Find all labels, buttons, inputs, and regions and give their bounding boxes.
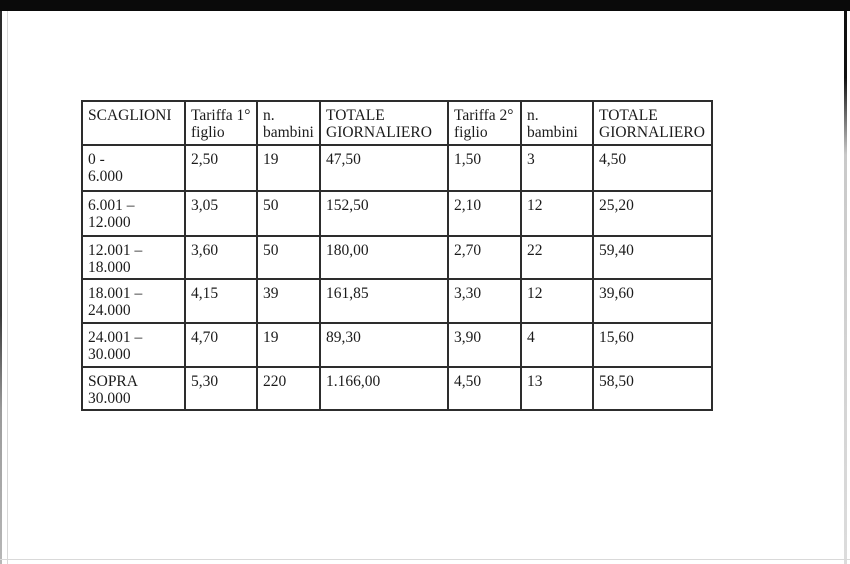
header-totale-giornaliero-1 (320, 101, 448, 145)
header-line: TOTALE (599, 107, 658, 124)
header-n-bambini-1 (257, 101, 320, 145)
table-row (82, 145, 712, 191)
cell-line: 24.001 – (88, 329, 143, 346)
cell-totale1: 152,50 (320, 191, 448, 236)
table-row (82, 323, 712, 367)
header-line: SCAGLIONI (88, 107, 172, 124)
cell-scaglione (82, 145, 185, 191)
page-bottom-divider (0, 559, 850, 560)
header-tariffa-1 (185, 101, 257, 145)
cell-line: 30.000 (88, 390, 131, 407)
cell-tariffa1: 4,15 (185, 279, 257, 323)
cell-totale2: 25,20 (593, 191, 712, 236)
cell-tariffa1: 4,70 (185, 323, 257, 367)
cell-tariffa2: 3,90 (448, 323, 521, 367)
cell-tariffa1: 3,05 (185, 191, 257, 236)
header-line: figlio (191, 124, 225, 141)
header-row (82, 101, 712, 145)
cell-totale1: 47,50 (320, 145, 448, 191)
cell-bambini2: 13 (521, 367, 593, 410)
cell-line: 30.000 (88, 346, 131, 363)
cell-scaglione (82, 191, 185, 236)
cell-scaglione (82, 236, 185, 279)
header-n-bambini-2 (521, 101, 593, 145)
cell-tariffa1: 2,50 (185, 145, 257, 191)
cell-tariffa1: 3,60 (185, 236, 257, 279)
header-line: GIORNALIERO (326, 124, 432, 141)
header-line: GIORNALIERO (599, 124, 705, 141)
table-row (82, 367, 712, 410)
cell-totale1: 161,85 (320, 279, 448, 323)
cell-totale2: 39,60 (593, 279, 712, 323)
header-line: n. (263, 107, 275, 124)
cell-totale1: 180,00 (320, 236, 448, 279)
cell-tariffa2: 4,50 (448, 367, 521, 410)
cell-bambini2: 22 (521, 236, 593, 279)
cell-totale1: 1.166,00 (320, 367, 448, 410)
page-left-fold-line (7, 11, 8, 564)
page-left-edge (0, 11, 2, 564)
header-line: figlio (454, 124, 488, 141)
cell-tariffa2: 2,70 (448, 236, 521, 279)
cell-totale2: 59,40 (593, 236, 712, 279)
table-row (82, 236, 712, 279)
cell-tariffa2: 3,30 (448, 279, 521, 323)
cell-scaglione (82, 367, 185, 410)
cell-bambini1: 50 (257, 191, 320, 236)
cell-bambini1: 220 (257, 367, 320, 410)
cell-line: 12.000 (88, 214, 131, 231)
header-totale-giornaliero-2 (593, 101, 712, 145)
cell-tariffa2: 2,10 (448, 191, 521, 236)
tariff-table (81, 100, 713, 411)
cell-line: 18.000 (88, 259, 131, 276)
cell-line: 6.001 – (88, 197, 135, 214)
cell-line: 24.000 (88, 302, 131, 319)
header-line: bambini (263, 124, 314, 141)
cell-line: 0 - (88, 151, 105, 168)
letterbox-top-bar (0, 0, 850, 11)
cell-totale1: 89,30 (320, 323, 448, 367)
cell-bambini1: 19 (257, 145, 320, 191)
cell-tariffa2: 1,50 (448, 145, 521, 191)
cell-totale2: 15,60 (593, 323, 712, 367)
cell-bambini2: 3 (521, 145, 593, 191)
header-tariffa-2 (448, 101, 521, 145)
page-right-edge (844, 11, 847, 564)
cell-line: 18.001 – (88, 285, 143, 302)
cell-line: SOPRA (88, 373, 138, 390)
cell-tariffa1: 5,30 (185, 367, 257, 410)
cell-bambini2: 12 (521, 279, 593, 323)
table-header (82, 101, 712, 145)
table-row (82, 191, 712, 236)
cell-bambini1: 19 (257, 323, 320, 367)
header-line: Tariffa 2° (454, 107, 514, 124)
header-line: Tariffa 1° (191, 107, 251, 124)
header-scaglioni (82, 101, 185, 145)
cell-scaglione (82, 279, 185, 323)
cell-totale2: 4,50 (593, 145, 712, 191)
header-line: TOTALE (326, 107, 385, 124)
cell-bambini2: 4 (521, 323, 593, 367)
header-line: bambini (527, 124, 578, 141)
table-body (82, 145, 712, 410)
cell-bambini1: 39 (257, 279, 320, 323)
cell-line: 12.001 – (88, 242, 143, 259)
table-row (82, 279, 712, 323)
cell-bambini2: 12 (521, 191, 593, 236)
header-line: n. (527, 107, 539, 124)
cell-bambini1: 50 (257, 236, 320, 279)
cell-scaglione (82, 323, 185, 367)
cell-line: 6.000 (88, 168, 123, 185)
cell-totale2: 58,50 (593, 367, 712, 410)
